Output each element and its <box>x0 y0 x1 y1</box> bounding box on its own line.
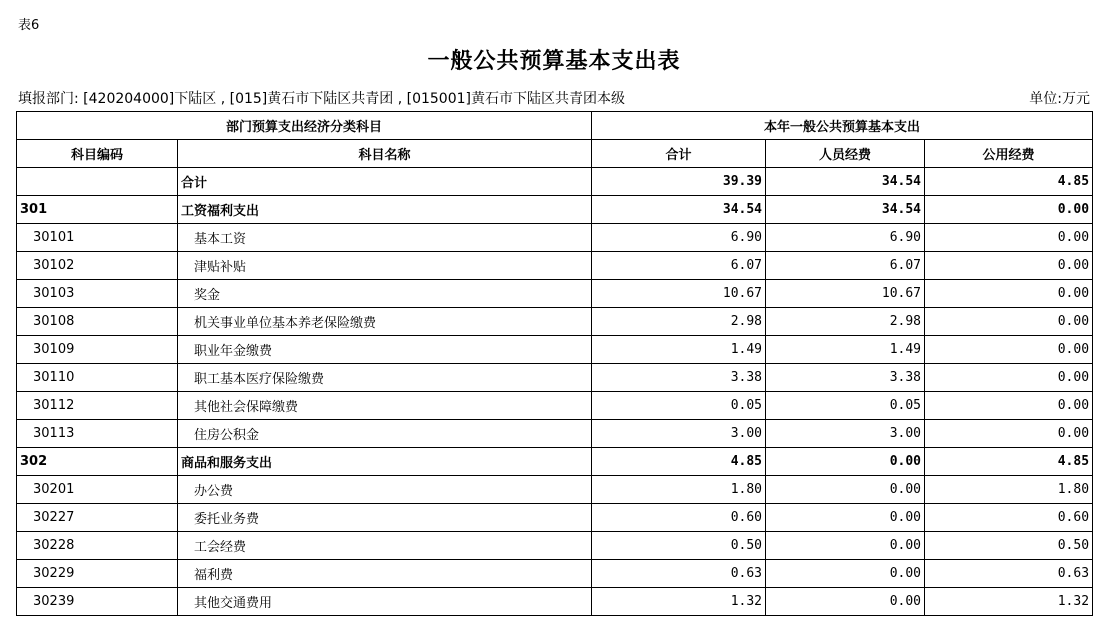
cell-code: 30229 <box>17 560 178 588</box>
cell-total: 3.38 <box>592 364 766 392</box>
page-title: 一般公共预算基本支出表 <box>427 49 681 74</box>
column-header-code: 科目编码 <box>17 140 178 168</box>
cell-total: 39.39 <box>592 168 766 196</box>
table-row <box>17 364 1093 392</box>
cell-total: 1.80 <box>592 476 766 504</box>
table-row <box>17 588 1093 616</box>
cell-public: 0.00 <box>925 336 1093 364</box>
cell-code: 30103 <box>17 280 178 308</box>
table-row <box>17 420 1093 448</box>
cell-personnel: 0.05 <box>766 392 925 420</box>
table-row <box>17 252 1093 280</box>
cell-personnel: 10.67 <box>766 280 925 308</box>
table-row <box>17 336 1093 364</box>
cell-personnel: 0.00 <box>766 448 925 476</box>
cell-total: 6.90 <box>592 224 766 252</box>
table-row <box>17 560 1093 588</box>
cell-name: 住房公积金 <box>178 420 592 448</box>
column-header-public: 公用经费 <box>925 140 1093 168</box>
cell-public: 0.00 <box>925 364 1093 392</box>
cell-name: 其他社会保障缴费 <box>178 392 592 420</box>
cell-code: 302 <box>17 448 178 476</box>
cell-code: 30102 <box>17 252 178 280</box>
cell-code: 30108 <box>17 308 178 336</box>
table-row <box>17 308 1093 336</box>
group-header-row <box>17 112 1093 140</box>
cell-public: 1.32 <box>925 588 1093 616</box>
cell-code: 30228 <box>17 532 178 560</box>
cell-public: 0.00 <box>925 280 1093 308</box>
cell-public: 0.00 <box>925 252 1093 280</box>
column-header-row <box>17 140 1093 168</box>
cell-public: 0.00 <box>925 224 1093 252</box>
group-header-classification: 部门预算支出经济分类科目 <box>17 112 592 140</box>
cell-personnel: 3.00 <box>766 420 925 448</box>
cell-name: 职业年金缴费 <box>178 336 592 364</box>
cell-name: 工资福利支出 <box>178 196 592 224</box>
cell-public: 4.85 <box>925 168 1093 196</box>
table-body <box>17 168 1093 616</box>
cell-total: 4.85 <box>592 448 766 476</box>
cell-public: 0.00 <box>925 420 1093 448</box>
table-row <box>17 448 1093 476</box>
cell-name: 基本工资 <box>178 224 592 252</box>
cell-public: 4.85 <box>925 448 1093 476</box>
table-row <box>17 392 1093 420</box>
cell-code: 30113 <box>17 420 178 448</box>
cell-name: 商品和服务支出 <box>178 448 592 476</box>
cell-total: 34.54 <box>592 196 766 224</box>
table-row <box>17 476 1093 504</box>
cell-code: 30112 <box>17 392 178 420</box>
cell-public: 1.80 <box>925 476 1093 504</box>
cell-name: 办公费 <box>178 476 592 504</box>
cell-personnel: 34.54 <box>766 168 925 196</box>
cell-total: 0.63 <box>592 560 766 588</box>
table-row <box>17 532 1093 560</box>
cell-name: 合计 <box>178 168 592 196</box>
cell-public: 0.60 <box>925 504 1093 532</box>
cell-public: 0.50 <box>925 532 1093 560</box>
cell-personnel: 0.00 <box>766 532 925 560</box>
cell-public: 0.00 <box>925 308 1093 336</box>
cell-personnel: 2.98 <box>766 308 925 336</box>
reporting-department: 填报部门: [420204000]下陆区 , [015]黄石市下陆区共青团 , [015001]黄石市下陆区共青团本级 <box>18 91 625 107</box>
cell-personnel: 0.00 <box>766 476 925 504</box>
cell-total: 0.50 <box>592 532 766 560</box>
unit-label: 单位:万元 <box>1029 91 1090 107</box>
cell-code: 301 <box>17 196 178 224</box>
column-header-total: 合计 <box>592 140 766 168</box>
cell-code: 30110 <box>17 364 178 392</box>
group-header-basic-expenditure: 本年一般公共预算基本支出 <box>592 112 1093 140</box>
cell-personnel: 1.49 <box>766 336 925 364</box>
table-row <box>17 224 1093 252</box>
cell-total: 1.49 <box>592 336 766 364</box>
budget-table <box>16 111 1093 616</box>
table-number: 表6 <box>18 18 40 33</box>
cell-total: 10.67 <box>592 280 766 308</box>
cell-code: 30101 <box>17 224 178 252</box>
cell-personnel: 0.00 <box>766 588 925 616</box>
cell-code: 30201 <box>17 476 178 504</box>
cell-personnel: 0.00 <box>766 560 925 588</box>
column-header-name: 科目名称 <box>178 140 592 168</box>
cell-public: 0.00 <box>925 392 1093 420</box>
cell-personnel: 6.07 <box>766 252 925 280</box>
table-row <box>17 196 1093 224</box>
cell-total: 0.05 <box>592 392 766 420</box>
cell-code: 30109 <box>17 336 178 364</box>
cell-total: 1.32 <box>592 588 766 616</box>
cell-personnel: 6.90 <box>766 224 925 252</box>
cell-code: 30227 <box>17 504 178 532</box>
cell-name: 其他交通费用 <box>178 588 592 616</box>
cell-total: 0.60 <box>592 504 766 532</box>
cell-code: 30239 <box>17 588 178 616</box>
cell-public: 0.63 <box>925 560 1093 588</box>
column-header-personnel: 人员经费 <box>766 140 925 168</box>
cell-name: 福利费 <box>178 560 592 588</box>
cell-name: 委托业务费 <box>178 504 592 532</box>
cell-name: 奖金 <box>178 280 592 308</box>
cell-total: 3.00 <box>592 420 766 448</box>
cell-name: 工会经费 <box>178 532 592 560</box>
cell-public: 0.00 <box>925 196 1093 224</box>
cell-personnel: 3.38 <box>766 364 925 392</box>
cell-name: 职工基本医疗保险缴费 <box>178 364 592 392</box>
cell-name: 津贴补贴 <box>178 252 592 280</box>
cell-personnel: 34.54 <box>766 196 925 224</box>
table-row <box>17 168 1093 196</box>
table-row <box>17 504 1093 532</box>
cell-name: 机关事业单位基本养老保险缴费 <box>178 308 592 336</box>
cell-total: 2.98 <box>592 308 766 336</box>
table-row <box>17 280 1093 308</box>
cell-personnel: 0.00 <box>766 504 925 532</box>
cell-total: 6.07 <box>592 252 766 280</box>
cell-code <box>17 168 178 196</box>
